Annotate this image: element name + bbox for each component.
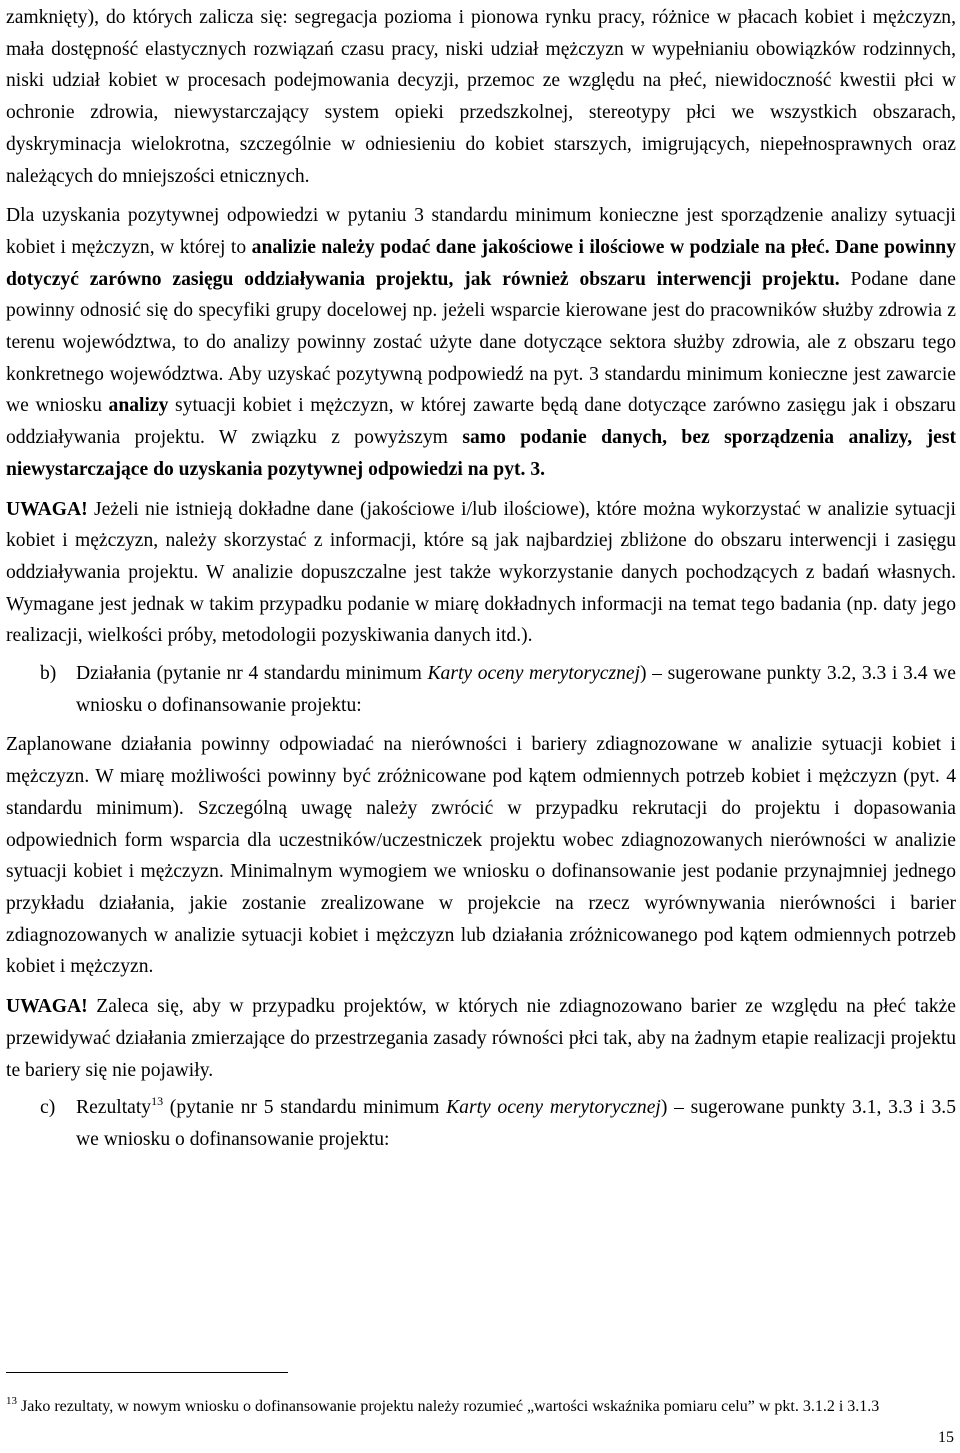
footnote-text: Jako rezultaty, w nowym wniosku o dofinansowanie projektu należy rozumieć „wartości wskaźnika pomiaru celu” w pkt. 3.1.2 i 3.1.3 bbox=[17, 1398, 880, 1415]
warning-label-2: UWAGA! bbox=[6, 996, 88, 1018]
list-marker-b: b) bbox=[40, 663, 57, 685]
actions-paragraph-text: Zaplanowane działania powinny odpowiadać na nierówności i bariery zdiagnozowane w analizie sytuacji kobiet i mężczyzn. W miarę możliwości powinny być zróżnicowane pod kątem odmiennych potrzeb kobiet i mężczyzn (pyt. 4 standardu minimum). Szczególną uwagę należy zwrócić w przypadku rekrutacji do projektu i dopasowania odpowiednich form wsparcia dla uczestników/uczestniczek projektu wobec zdiagnozowanych nierówności w analizie sytuacji kobiet i mężczyzn. Minimalnym wymogiem we wniosku o dofinansowanie jest podanie przynajmniej jednego przykładu działania, jakie zostanie zrealizowane w projekcie na rzecz wyrównywania nierówności i barier zdiagnozowanych w analizie sytuacji kobiet i mężczyzn lub działania zróżnicowanego pod kątem odmiennych potrzeb kobiet i mężczyzn. bbox=[6, 734, 956, 978]
warning-text-1: Jeżeli nie istnieją dokładne dane (jakościowe i/lub ilościowe), które można wykorzystać w analizie sytuacji kobiet i mężczyzn, należy skorzystać z informacji, które są jak najbardziej zbliżone do obszaru interwencji i zasięgu oddziaływania projektu. W analizie dopuszczalne jest także wykorzystanie danych pochodzących z badań własnych. Wymagane jest jednak w takim przypadku podanie w miarę dokładnych informacji na temat tego badania (np. daty jego realizacji, wielkości próby, metodologii pozyskiwania danych itd.). bbox=[6, 498, 956, 647]
item-c-italic: Karty oceny merytorycznej bbox=[446, 1097, 661, 1119]
warning-paragraph-1 bbox=[6, 494, 956, 653]
analysis-bold-3: samo podanie danych, bez sporządzenia analizy, jest niewystarczające do uzyskania pozytywnej odpowiedzi na pyt. 3. bbox=[6, 427, 956, 480]
analysis-paragraph bbox=[6, 200, 956, 485]
footnote-reference[interactable]: 13 bbox=[151, 1094, 164, 1109]
analysis-bold-2: analizy bbox=[108, 395, 169, 417]
list-text-b bbox=[74, 658, 956, 721]
intro-paragraph-text: zamknięty), do których zalicza się: segregacja pozioma i pionowa rynku pracy, różnice w płacach kobiet i mężczyzn, mała dostępność elastycznych rozwiązań czasu pracy, niski udział mężczyzn w wypełnianiu obowiązków rodzinnych, niski udział kobiet w procesach podejmowania decyzji, przemoc ze względu na płeć, niewidoczność kwestii płci w ochronie zdrowia, niewystarczający system opieki przedszkolnej, stereotypy płci we wszystkich obszarach, dyskryminacja wielokrotna, szczególnie w odniesieniu do kobiet starszych, imigrujących, niepełnosprawnych oraz należących do mniejszości etnicznych. bbox=[6, 7, 956, 187]
warning-label-1: UWAGA! bbox=[6, 498, 88, 520]
list-item-b bbox=[6, 658, 956, 721]
footnote-divider bbox=[6, 1372, 288, 1373]
warning-text-2: Zaleca się, aby w przypadku projektów, w których nie zdiagnozowano barier ze względu na płeć także przewidywać działania zmierzające do przestrzegania zasady równości płci tak, aby na żadnym etapie realizacji projektu te bariery się nie pojawiły. bbox=[6, 996, 956, 1081]
warning-paragraph-2 bbox=[6, 991, 956, 1086]
item-c-text-2: (pytanie nr 5 standardu minimum bbox=[163, 1097, 447, 1119]
document-body bbox=[6, 2, 956, 1156]
footnote bbox=[6, 1396, 956, 1418]
analysis-bold-1: analizie należy podać dane jakościowe i ilościowe w podziale na płeć. Dane powinny dotyczyć zarówno zasięgu oddziaływania projektu, jak również obszaru interwencji projektu. bbox=[6, 236, 956, 290]
analysis-text-1: Dla uzyskania pozytywnej odpowiedzi w pytaniu 3 standardu minimum konieczne jest sporządzenie analizy sytuacji kobiet i mężczyzn, w której to bbox=[6, 205, 956, 258]
actions-paragraph bbox=[6, 729, 956, 983]
analysis-text-2: Podane dane powinny odnosić się do specyfiki grupy docelowej np. jeżeli wsparcie kierowane jest do pracowników służby zdrowia z terenu województwa, to do analizy powinny zostać użyte dane dotyczące sektora służby zdrowia, ale z obszaru tego konkretnego województwa. Aby uzyskać pozytywną podpowiedź na pyt. 3 standardu minimum konieczne jest zawarcie we wniosku bbox=[6, 268, 957, 417]
list-text-c bbox=[74, 1092, 956, 1155]
item-c-text-3: ) – sugerowane punkty 3.1, 3.3 i 3.5 we wniosku o dofinansowanie projektu: bbox=[76, 1097, 957, 1150]
footnote-number: 13 bbox=[6, 1395, 17, 1407]
item-b-italic: Karty oceny merytorycznej bbox=[427, 663, 641, 685]
list-item-c bbox=[6, 1092, 956, 1155]
list-marker-c: c) bbox=[40, 1097, 56, 1119]
item-b-text-2: ) – sugerowane punkty 3.2, 3.3 i 3.4 we wniosku o dofinansowanie projektu: bbox=[76, 663, 956, 716]
page-number: 15 bbox=[938, 1429, 954, 1446]
intro-paragraph bbox=[6, 2, 956, 192]
item-c-text-1: Rezultaty bbox=[76, 1097, 152, 1119]
analysis-text-3: sytuacji kobiet i mężczyzn, w której zawarte będą dane dotyczące zarówno zasięgu jak i obszaru oddziaływania projektu. W związku z powyższym bbox=[6, 395, 956, 449]
item-b-text-1: Działania (pytanie nr 4 standardu minimum bbox=[76, 663, 428, 685]
